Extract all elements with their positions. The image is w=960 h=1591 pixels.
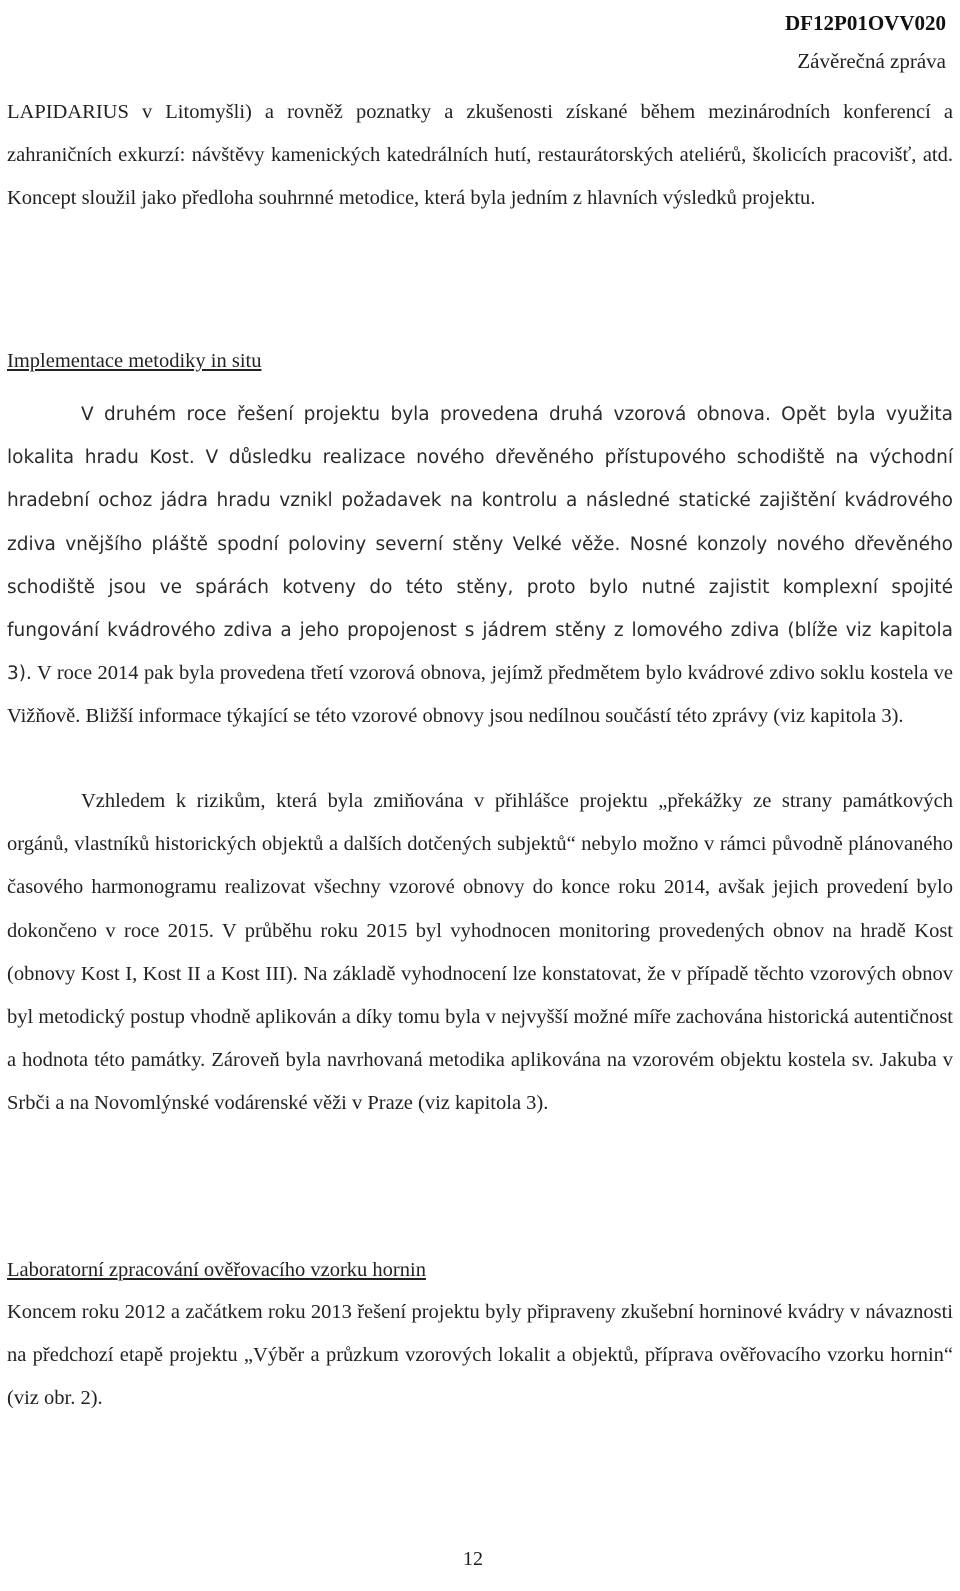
section-heading-implementation: Implementace metodiky in situ bbox=[7, 350, 262, 372]
page-header bbox=[785, 4, 946, 80]
section-heading-laboratory: Laboratorní zpracování ověřovacího vzorku hornin bbox=[7, 1259, 426, 1281]
paragraph-implementation-part-b: Nosné konzoly nového dřevěného schodiště jsou ve spárách kotveny do této stěny, proto bylo nutné zajistit komplexní spojité fungování kvádrového zdiva a jeho propojenost s jádrem stěny z lomového zdiva (blíže viz kapitola 3). bbox=[7, 533, 953, 685]
document-subtitle: Závěrečná zpráva bbox=[797, 49, 946, 73]
paragraph-laboratory: Koncem roku 2012 a začátkem roku 2013 řešení projektu byly připraveny zkušební horninové kvádry v návaznosti na předchozí etapě projektu „Výběr a průzkum vzorových lokalit a objektů, příprava ověřovacího vzorku hornin“ (viz obr. 2). bbox=[7, 1301, 953, 1410]
paragraph-implementation-part-d: Bližší informace týkající se této vzorové obnovy jsou nedílnou součástí této zprávy (viz kapitola 3). bbox=[80, 705, 904, 728]
paragraph-risks-part-a: Vzhledem k rizikům, která byla zmiňována v přihlášce projektu „překážky ze strany památkových orgánů, vlastníků historických objektů a dalších dotčených subjektů“ nebylo možno v rámci původně plánovaného časového harmonogramu realizovat všechny vzorové obnovy do konce roku 2014, avšak jejich provedení bylo dokončeno v roce 2015. V průběhu roku 2015 byl vyhodnocen monitoring provedených obnov na hradě Kost (obnovy Kost I, Kost II a Kost III). bbox=[7, 790, 953, 985]
document-code: DF12P01OVV020 bbox=[785, 11, 946, 35]
paragraph-concept: LAPIDARIUS v Litomyšli) a rovněž poznatky a zkušenosti získané během mezinárodních konferencí a zahraničních exkurzí: návštěvy kamenických katedrálních hutí, restaurátorských ateliérů, školicích pracovišť, atd. Koncept sloužil jako předloha souhrnné metodice, která byla jedním z hlavních výsledků projektu. bbox=[7, 101, 953, 210]
page-number: 12 bbox=[463, 1548, 483, 1570]
paragraph-implementation-part-c: V roce 2014 pak byla provedena třetí vzorová obnova, jejímž předmětem bylo kvádrové zdivo soklu kostela ve Vižňově. bbox=[7, 662, 953, 728]
paragraph-risks bbox=[7, 780, 953, 1126]
paragraph-risks-part-b: Na základě vyhodnocení lze konstatovat, že v případě těchto vzorových obnov byl metodický postup vhodně aplikován a díky tomu byla v nejvyšší možné míře zachována historická autentičnost a hodnota této památky. Zároveň byla navrhovaná metodika aplikována na vzorovém objektu kostela sv. Jakuba v Srbči a na Novomlýnské vodárenské věži v Praze (viz kapitola 3). bbox=[7, 962, 953, 1115]
paragraph-implementation bbox=[7, 393, 953, 739]
paragraph-implementation-part-a: V druhém roce řešení projektu byla provedena druhá vzorová obnova. Opět byla využita lokalita hradu Kost. V důsledku realizace nového dřevěného přístupového schodiště na východní hradební ochoz jádra hradu vznikl požadavek na kontrolu a následné statické zajištění kvádrového zdiva vnějšího pláště spodní poloviny severní stěny Velké věže. bbox=[7, 404, 953, 555]
